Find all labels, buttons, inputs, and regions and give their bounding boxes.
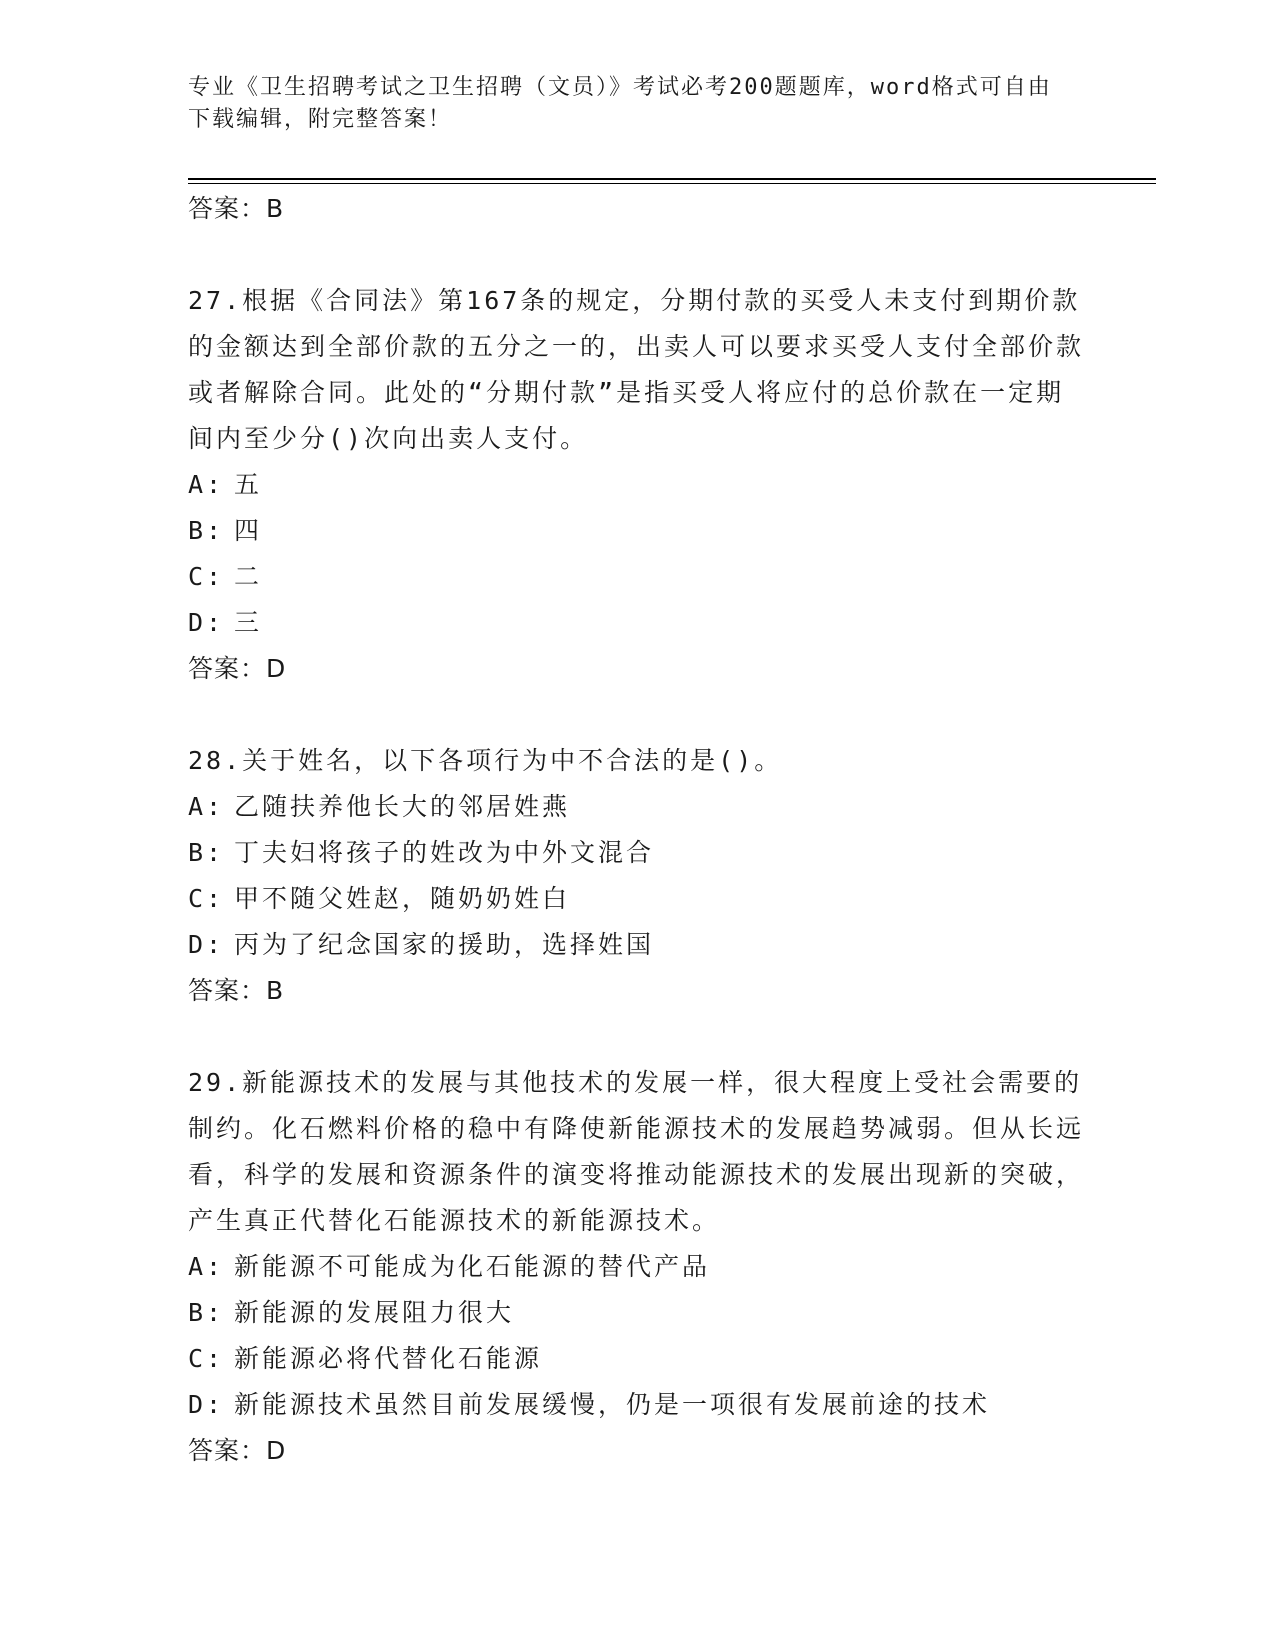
option-text: 丙为了纪念国家的援助，选择姓国 [234, 930, 655, 959]
question-list [188, 186, 1088, 1474]
answer-line: 答案：B [188, 976, 285, 1005]
option-text: 新能源的发展阻力很大 [234, 1298, 515, 1327]
option-letter: D: [188, 1390, 225, 1419]
question-block [188, 1060, 1088, 1474]
option-text: 新能源技术虽然目前发展缓慢，仍是一项很有发展前途的技术 [234, 1390, 991, 1419]
option-text: 三 [234, 608, 263, 637]
question-block [188, 738, 1088, 1014]
option-a [188, 462, 1088, 508]
option-b [188, 1290, 1088, 1336]
document-header: 专业《卫生招聘考试之卫生招聘（文员）》考试必考200题题库，word格式可自由下载编辑，附完整答案！ [188, 75, 1052, 132]
header-divider-thin [188, 183, 1156, 184]
option-text: 四 [234, 516, 263, 545]
option-d [188, 600, 1088, 646]
option-letter: D: [188, 930, 225, 959]
option-letter: B: [188, 838, 225, 867]
answer-line: 答案：D [188, 1436, 287, 1465]
header-divider-thick [188, 178, 1156, 180]
option-c [188, 876, 1088, 922]
option-text: 新能源不可能成为化石能源的替代产品 [234, 1252, 711, 1281]
option-letter: C: [188, 562, 225, 591]
option-text: 五 [234, 470, 263, 499]
option-letter: C: [188, 884, 225, 913]
option-b [188, 508, 1088, 554]
option-d [188, 1382, 1088, 1428]
answer-line: 答案：D [188, 654, 287, 683]
question-block [188, 278, 1088, 692]
option-c [188, 554, 1088, 600]
option-letter: A: [188, 470, 225, 499]
question-text: 28.关于姓名，以下各项行为中不合法的是()。 [188, 746, 783, 775]
option-letter: D: [188, 608, 225, 637]
option-b [188, 830, 1088, 876]
option-d [188, 922, 1088, 968]
option-letter: B: [188, 516, 225, 545]
option-text: 二 [234, 562, 263, 591]
option-letter: A: [188, 1252, 225, 1281]
option-text: 甲不随父姓赵，随奶奶姓白 [234, 884, 571, 913]
option-a [188, 1244, 1088, 1290]
option-text: 乙随扶养他长大的邻居姓燕 [234, 792, 571, 821]
option-a [188, 784, 1088, 830]
answer-line: 答案：B [188, 194, 285, 223]
option-c [188, 1336, 1088, 1382]
option-letter: C: [188, 1344, 225, 1373]
option-letter: A: [188, 792, 225, 821]
option-text: 丁夫妇将孩子的姓改为中外文混合 [234, 838, 655, 867]
question-text: 27.根据《合同法》第167条的规定，分期付款的买受人未支付到期价款的金额达到全部价款的五分之一的，出卖人可以要求买受人支付全部价款或者解除合同。此处的“分期付款”是指买受人将应付的总价款在一定期间内至少分()次向出卖人支付。 [188, 286, 1085, 453]
question-text: 29.新能源技术的发展与其他技术的发展一样，很大程度上受社会需要的制约。化石燃料价格的稳中有降使新能源技术的发展趋势减弱。但从长远看，科学的发展和资源条件的演变将推动能源技术的发展出现新的突破，产生真正代替化石能源技术的新能源技术。 [188, 1068, 1085, 1235]
option-text: 新能源必将代替化石能源 [234, 1344, 543, 1373]
option-letter: B: [188, 1298, 225, 1327]
